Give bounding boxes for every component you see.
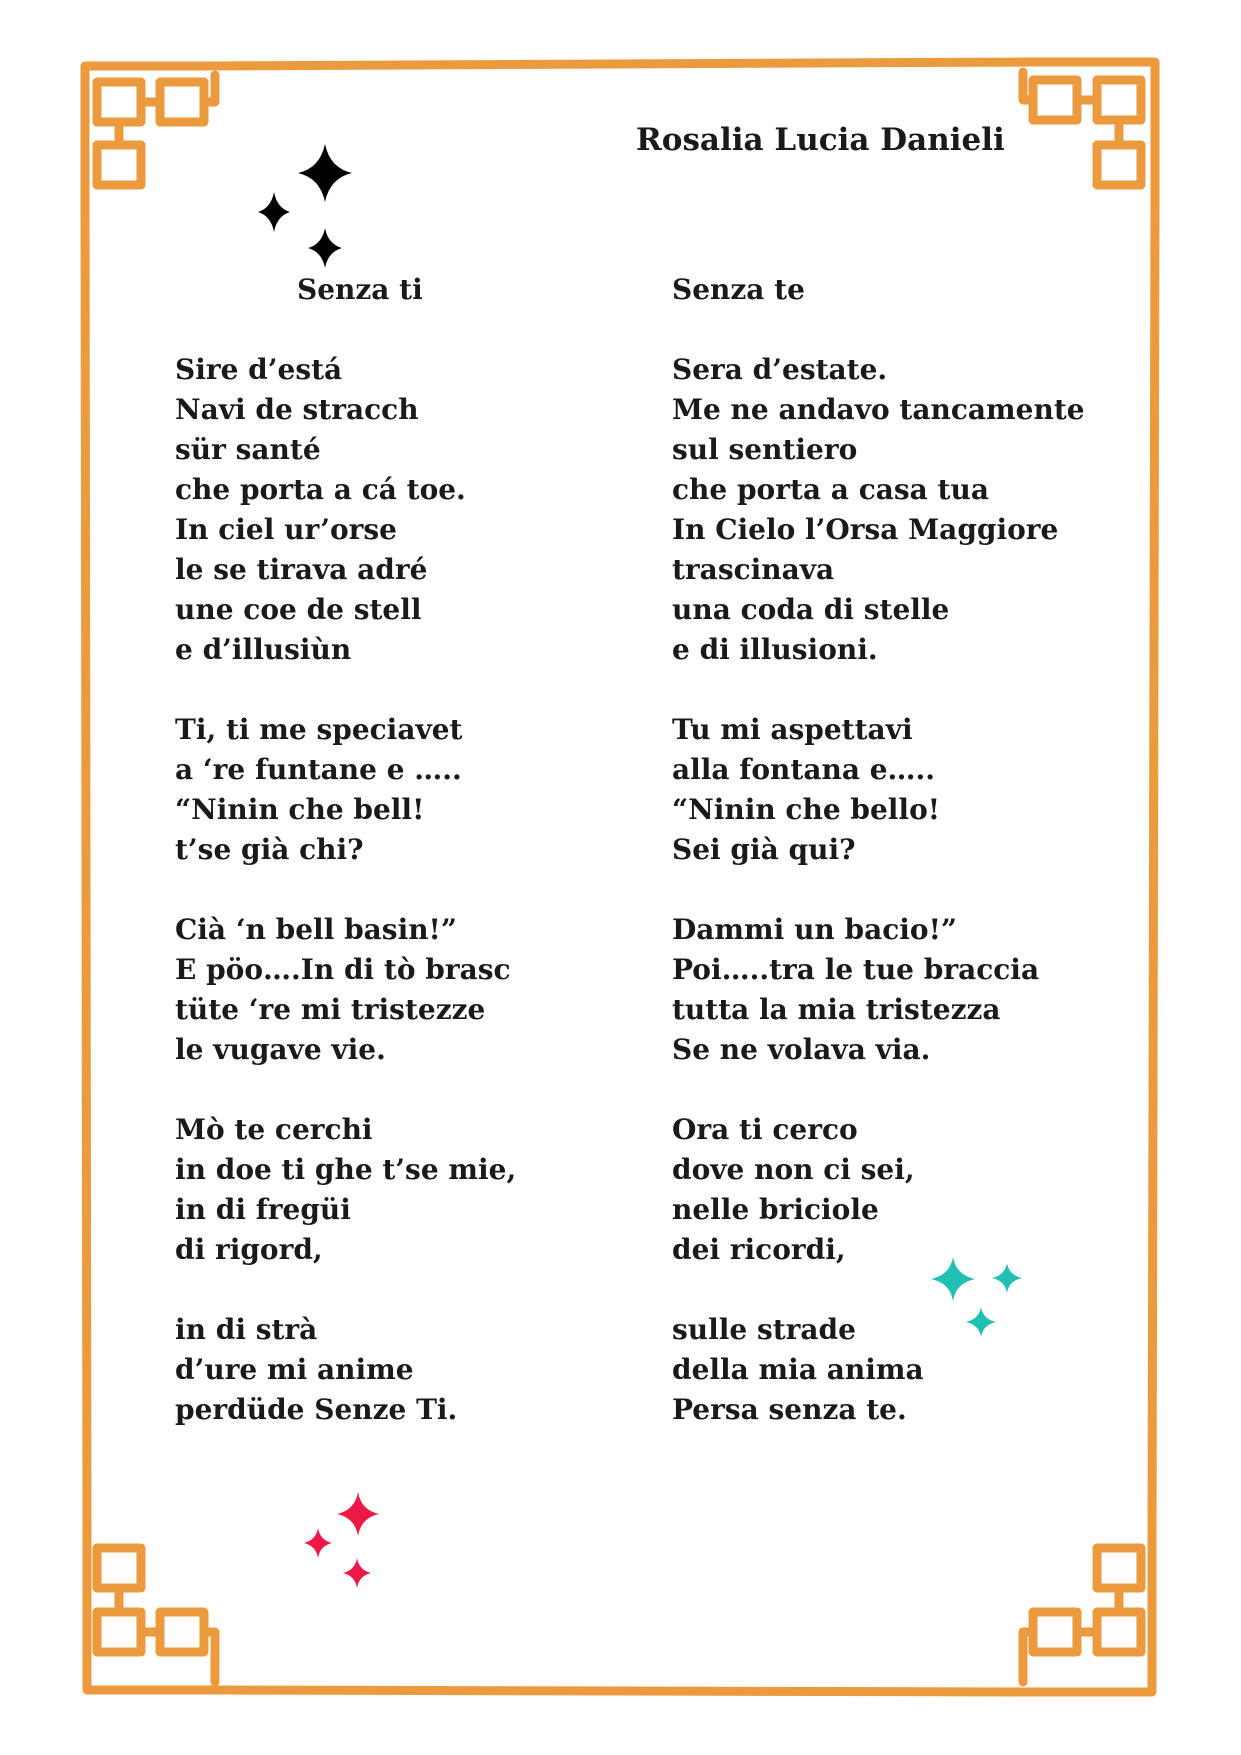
- stanza: [175, 710, 516, 870]
- stanza: [672, 910, 1085, 1070]
- verse-line: Poi…..tra le tue braccia: [672, 953, 1040, 986]
- author-name: Rosalia Lucia Danieli: [636, 122, 1005, 158]
- verse-line: in di strà: [175, 1313, 318, 1346]
- verse-line: perdüde Senze Ti.: [175, 1393, 458, 1426]
- verse-line: Cià ‘n bell basin!”: [175, 913, 457, 946]
- dialect-poem: [175, 270, 516, 1470]
- verse-line: E pöo….In di tò brasc: [175, 953, 511, 986]
- verse-line: Mò te cerchi: [175, 1113, 373, 1146]
- verse-line: le se tirava adré: [175, 553, 428, 586]
- verse-line: Ti, ti me speciavet: [175, 713, 463, 746]
- verse-line: In ciel ur’orse: [175, 513, 397, 546]
- verse-line: sulle strade: [672, 1313, 856, 1346]
- verse-line: sul sentiero: [672, 433, 858, 466]
- verse-line: Me ne andavo tancamente: [672, 393, 1085, 426]
- stanza: [175, 1110, 516, 1270]
- verse-line: tüte ‘re mi tristezze: [175, 993, 486, 1026]
- verse-line: e di illusioni.: [672, 633, 878, 666]
- verse-line: Sire d’está: [175, 353, 343, 386]
- verse-line: Persa senza te.: [672, 1393, 907, 1426]
- verse-line: une coe de stell: [175, 593, 422, 626]
- stanza: [175, 350, 516, 670]
- frame-border-left: [85, 200, 87, 1540]
- verse-line: Sera d’estate.: [672, 353, 888, 386]
- stanza: [672, 1310, 1085, 1430]
- frame-corner-bottom-right: [1023, 1540, 1152, 1692]
- verse-line: In Cielo l’Orsa Maggiore: [672, 513, 1059, 546]
- frame-border-top: [205, 62, 1030, 66]
- verse-line: Se ne volava via.: [672, 1033, 931, 1066]
- verse-line: “Ninin che bello!: [672, 793, 941, 826]
- verse-line: Ora ti cerco: [672, 1113, 858, 1146]
- verse-line: tutta la mia tristezza: [672, 993, 1001, 1026]
- italian-poem: [672, 270, 1085, 1470]
- stanza: [672, 710, 1085, 870]
- stanza: [672, 350, 1085, 670]
- verse-line: t’se già chi?: [175, 833, 364, 866]
- verse-line: dei ricordi,: [672, 1233, 846, 1266]
- verse-line: sür santé: [175, 433, 321, 466]
- verse-line: Sei già qui?: [672, 833, 856, 866]
- verse-line: e d’illusiùn: [175, 633, 352, 666]
- verse-line: Dammi un bacio!”: [672, 913, 958, 946]
- verse-line: “Ninin che bell!: [175, 793, 425, 826]
- poem-title: Senza ti: [297, 273, 423, 306]
- frame-corner-bottom-left: [87, 1540, 215, 1690]
- verse-line: che porta a casa tua: [672, 473, 989, 506]
- frame-border-right: [1152, 200, 1155, 1540]
- verse-line: Tu mi aspettavi: [672, 713, 913, 746]
- verse-line: dove non ci sei,: [672, 1153, 915, 1186]
- frame-border-bottom: [205, 1690, 1030, 1692]
- stanza: [672, 1110, 1085, 1270]
- frame-corner-top-left: [85, 66, 215, 200]
- sparkle-icon-black: [250, 140, 360, 270]
- verse-line: alla fontana e…..: [672, 753, 936, 786]
- verse-line: una coda di stelle: [672, 593, 950, 626]
- verse-line: della mia anima: [672, 1353, 924, 1386]
- verse-line: le vugave vie.: [175, 1033, 386, 1066]
- verse-line: in di fregüi: [175, 1193, 351, 1226]
- frame-corner-top-right: [1023, 62, 1155, 200]
- verse-line: nelle briciole: [672, 1193, 879, 1226]
- verse-line: Navi de stracch: [175, 393, 419, 426]
- verse-line: in doe ti ghe t’se mie,: [175, 1153, 517, 1186]
- verse-line: di rigord,: [175, 1233, 323, 1266]
- stanza: [175, 1310, 516, 1430]
- verse-line: a ‘re funtane e …..: [175, 753, 462, 786]
- stanza: [175, 910, 516, 1070]
- sparkle-icon-red: [300, 1490, 390, 1600]
- verse-line: d’ure mi anime: [175, 1353, 414, 1386]
- verse-line: che porta a cá toe.: [175, 473, 466, 506]
- poem-title: Senza te: [672, 273, 805, 306]
- verse-line: trascinava: [672, 553, 835, 586]
